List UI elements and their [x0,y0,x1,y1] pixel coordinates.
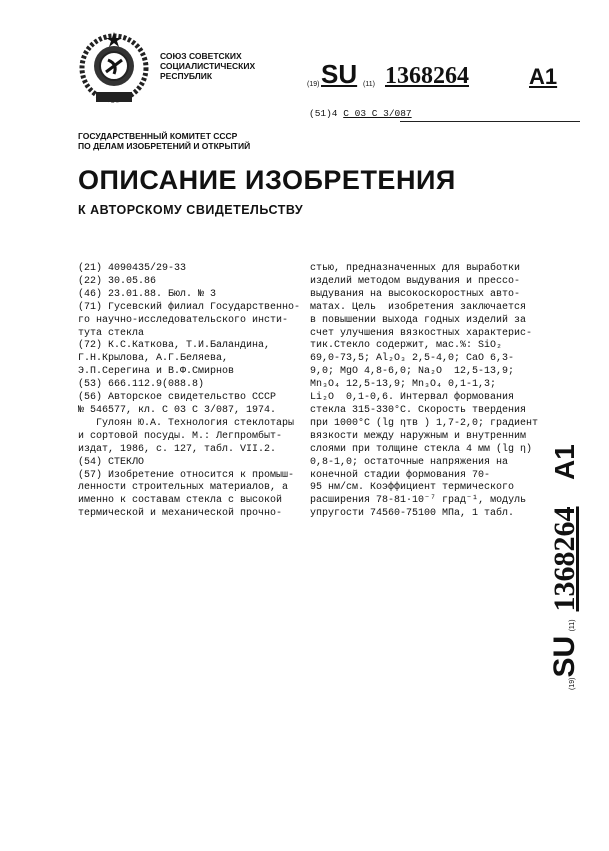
union-name [160,51,255,81]
union-line: РЕСПУБЛИК [160,71,213,81]
side-country-label: (19) [569,677,576,690]
ussr-emblem-icon [78,30,150,110]
vertical-patent-number [548,444,588,690]
abstract-column: стью, предназначенных для выработки изделий методом выдувания и прессо- выдувания на высокоскоростных авто- матах. Цель изобретения заключается в повышении выхода годных изделий за счет улучшения вязкостных характерис- тик.Стекло содержит, мас.%: SiO₂ 69,0-73,5; Al₂O₃ 2,5-4,0; CaO 6,3- 9,0; MgO 4,8-6,0; Na₂O 12,5-13,9; Mn₃O₄ 12,5-13,9; Mn₃O₄ 0,1-1,3; Li₂O 0,1-0,6. Интервал формования стекла 315-330°С. Скорость твердения при 1000°С (lg ηтв ) 1,7-2,0; градиент вязкости между наружным и внутренним слоями при толщине стекла 4 мм (lg η) 0,8-1,0; остаточные напряжения на конечной стадии формования 70- 95 нм/см. Коэффициент термического расширения 78-81·10⁻⁷ град⁻¹, модуль упругости 74560-75100 МПа, 1 табл. [310,263,539,520]
number-label: (11) [363,81,375,88]
committee-name [78,131,250,151]
bibliographic-column: (21) 4090435/29-33 (22) 30.05.86 (46) 23.01.88. Бюл. № 3 (71) Гусевский филиал Государственно- го научно-исследовательского инсти- тута стекла (72) К.С.Каткова, Т.И.Баландина, Г.Н.Крылова, А.Г.Беляева, Э.П.Серегина и В.Ф.Смирнов (53) 666.112.9(088.8) (56) Авторское свидетельство СССР № 546577, кл. С 03 С 3/087, 1974. Гулоян Ю.А. Технология стеклотары и сортовой посуды. М.: Легпромбыт- издат, 1986, с. 127, табл. VII.2. (54) СТЕКЛО (57) Изобретение относится к промыш- ленности строительных материалов, а именно к составам стекла с высокой термической и механической прочно- [78,263,301,520]
ipc-class [309,108,412,119]
patent-number: 1368264 [385,63,469,89]
ipc-value: С 03 С 3/087 [343,108,412,119]
divider [400,121,580,122]
patent-number-line [307,59,582,90]
ipc-label: (51)4 [309,108,338,119]
country-code: SU [321,59,358,89]
kind-code: A1 [529,64,558,89]
committee-line: ГОСУДАРСТВЕННЫЙ КОМИТЕТ СССР [78,131,238,141]
union-line: СОЮЗ СОВЕТСКИХ [160,51,242,61]
side-number: 1368264 [548,506,581,612]
committee-line: ПО ДЕЛАМ ИЗОБРЕТЕНИЙ И ОТКРЫТИЙ [78,141,251,151]
country-code-label: (19) [307,81,320,88]
document-title: ОПИСАНИЕ ИЗОБРЕТЕНИЯ [78,165,456,195]
side-kind: A1 [549,444,580,481]
document-subtitle: К АВТОРСКОМУ СВИДЕТЕЛЬСТВУ [78,203,304,217]
union-line: СОЦИАЛИСТИЧЕСКИХ [160,61,256,71]
side-country: SU [548,635,581,678]
side-number-label: (11) [569,619,576,632]
